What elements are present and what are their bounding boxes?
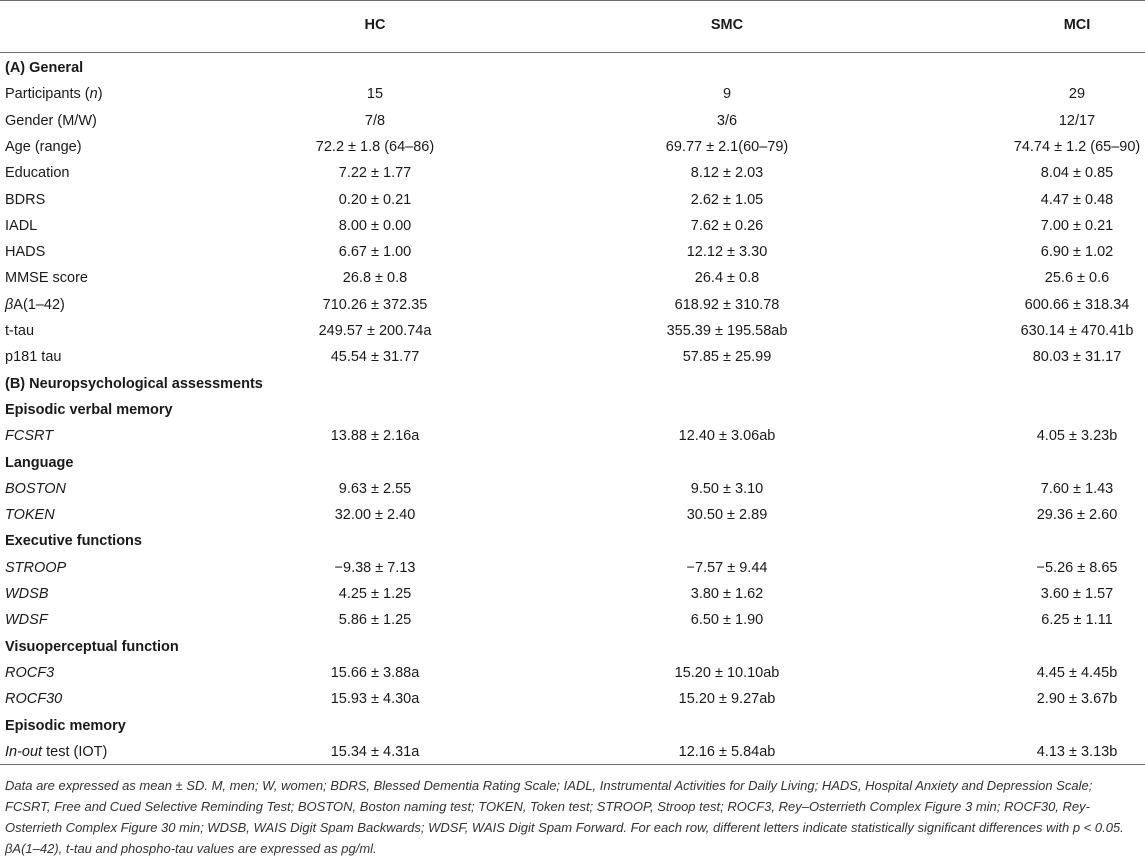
row-label-part: )	[97, 86, 103, 102]
cell-mci: 600.66 ± 318.34	[1024, 297, 1130, 313]
cell-smc: 12.40 ± 3.06ab	[678, 428, 776, 444]
header-rule	[0, 52, 1145, 53]
row-label	[5, 480, 66, 498]
row-label-part: WDSF	[5, 612, 48, 628]
row-label-part: n	[89, 86, 98, 102]
row-label	[5, 690, 62, 708]
cell-smc: 26.4 ± 0.8	[694, 270, 760, 286]
row-label	[5, 559, 66, 577]
cell-mci: 630.14 ± 470.41b	[1020, 323, 1134, 339]
cell-hc: 7.22 ± 1.77	[338, 165, 412, 181]
bottom-rule	[0, 764, 1145, 765]
row-label-part: A(1–42)	[13, 297, 65, 313]
row-label-part: BOSTON	[5, 481, 66, 497]
row-label	[5, 296, 65, 314]
cell-hc: 15	[366, 86, 384, 102]
section-label: Executive functions	[5, 533, 142, 549]
cell-smc: 3.80 ± 1.62	[690, 586, 764, 602]
cell-smc: −7.57 ± 9.44	[686, 560, 768, 576]
cell-smc: 6.50 ± 1.90	[690, 612, 764, 628]
cell-mci: 80.03 ± 31.17	[1032, 349, 1122, 365]
cell-hc: 45.54 ± 31.77	[330, 349, 420, 365]
row-label-part: FCSRT	[5, 428, 54, 444]
cell-hc: 0.20 ± 0.21	[338, 192, 412, 208]
row-label-part: β	[5, 297, 14, 313]
cell-smc: 355.39 ± 195.58ab	[666, 323, 788, 339]
row-label	[5, 611, 48, 629]
section-label: (B) Neuropsychological assessments	[5, 376, 263, 392]
cell-mci: −5.26 ± 8.65	[1036, 560, 1118, 576]
cell-hc: 72.2 ± 1.8 (64–86)	[315, 139, 435, 155]
cell-mci: 8.04 ± 0.85	[1040, 165, 1114, 181]
top-rule	[0, 0, 1145, 1]
row-label-part: STROOP	[5, 560, 67, 576]
cell-smc: 15.20 ± 10.10ab	[674, 665, 780, 681]
row-label: IADL	[5, 218, 38, 234]
row-label-part: ROCF30	[5, 691, 63, 707]
cell-mci: 4.13 ± 3.13b	[1036, 744, 1118, 760]
cell-hc: 15.66 ± 3.88a	[330, 665, 420, 681]
cell-hc: 249.57 ± 200.74a	[318, 323, 432, 339]
cell-hc: 6.67 ± 1.00	[338, 244, 412, 260]
cell-hc: 32.00 ± 2.40	[334, 507, 416, 523]
section-label: (A) General	[5, 60, 84, 76]
cell-mci: 6.25 ± 1.11	[1041, 612, 1113, 628]
cell-mci: 12/17	[1058, 113, 1096, 129]
cell-hc: 13.88 ± 2.16a	[330, 428, 420, 444]
row-label: Age (range)	[5, 139, 82, 155]
row-label: MMSE score	[5, 270, 88, 286]
cell-smc: 8.12 ± 2.03	[690, 165, 764, 181]
cell-smc: 12.16 ± 5.84ab	[678, 744, 776, 760]
row-label: Education	[5, 165, 70, 181]
cell-hc: −9.38 ± 7.13	[334, 560, 416, 576]
row-label: p181 tau	[5, 349, 62, 365]
row-label-part: ROCF3	[5, 665, 55, 681]
cell-hc: 8.00 ± 0.00	[338, 218, 412, 234]
cell-mci: 7.00 ± 0.21	[1040, 218, 1114, 234]
row-label	[5, 427, 53, 445]
row-label	[5, 743, 107, 761]
cell-smc: 30.50 ± 2.89	[686, 507, 768, 523]
table-footnote: Data are expressed as mean ± SD. M, men; W, women; BDRS, Blessed Dementia Rating Scale; IADL, Instrumental Activities for Daily Living; HADS, Hospital Anxiety and Depression Scale; FCSRT, Free and Cued Selective Reminding Test; BOSTON, Boston naming test; TOKEN, Token test; STROOP, Stroop test; ROCF3, Rey–Osterrieth Complex Figure 3 min; ROCF30, Rey-Osterrieth Complex Figure 30 min; WDSB, WAIS Digit Spam Backwards; WDSF, WAIS Digit Spam Forward. For each row, different letters indicate statistically significant differences with p < 0.05. βA(1–42), t-tau and phospho-tau values are expressed as pg/ml.	[5, 778, 1124, 856]
row-label-part: Participants (	[5, 86, 90, 102]
cell-smc: 57.85 ± 25.99	[682, 349, 772, 365]
section-label: Episodic verbal memory	[5, 402, 173, 418]
cell-mci: 4.45 ± 4.45b	[1036, 665, 1118, 681]
cell-hc: 710.26 ± 372.35	[322, 297, 428, 313]
row-label: t-tau	[5, 323, 35, 339]
cell-smc: 618.92 ± 310.78	[674, 297, 780, 313]
row-label-part: TOKEN	[5, 507, 55, 523]
cell-mci: 3.60 ± 1.57	[1040, 586, 1114, 602]
row-label-part: test (IOT)	[42, 744, 108, 760]
cell-hc: 15.34 ± 4.31a	[330, 744, 420, 760]
cell-mci: 7.60 ± 1.43	[1040, 481, 1114, 497]
cell-mci: 6.90 ± 1.02	[1040, 244, 1114, 260]
cell-mci: 74.74 ± 1.2 (65–90)	[1013, 139, 1141, 155]
cell-smc: 15.20 ± 9.27ab	[678, 691, 776, 707]
cell-mci: 29	[1068, 86, 1086, 102]
cell-hc: 4.25 ± 1.25	[338, 586, 412, 602]
cell-hc: 7/8	[364, 113, 386, 129]
row-label-part: In-out	[5, 744, 43, 760]
cell-smc: 2.62 ± 1.05	[690, 192, 764, 208]
cell-mci: 2.90 ± 3.67b	[1036, 691, 1118, 707]
cell-mci: 4.47 ± 0.48	[1040, 192, 1114, 208]
row-label: HADS	[5, 244, 46, 260]
row-label	[5, 506, 55, 524]
header-smc: SMC	[710, 17, 744, 33]
row-label	[5, 664, 54, 682]
cell-mci: 29.36 ± 2.60	[1036, 507, 1118, 523]
cell-smc: 9	[722, 86, 732, 102]
cell-mci: 4.05 ± 3.23b	[1036, 428, 1118, 444]
row-label: BDRS	[5, 192, 46, 208]
header-mci: MCI	[1063, 17, 1091, 33]
cell-smc: 7.62 ± 0.26	[690, 218, 764, 234]
cell-mci: 25.6 ± 0.6	[1044, 270, 1110, 286]
row-label	[5, 85, 103, 103]
cell-smc: 69.77 ± 2.1(60–79)	[665, 139, 789, 155]
cell-hc: 26.8 ± 0.8	[342, 270, 408, 286]
cell-hc: 9.63 ± 2.55	[338, 481, 412, 497]
section-label: Episodic memory	[5, 718, 126, 734]
cell-hc: 15.93 ± 4.30a	[330, 691, 420, 707]
header-hc: HC	[364, 17, 386, 33]
section-label: Language	[5, 455, 74, 471]
cell-smc: 12.12 ± 3.30	[686, 244, 768, 260]
row-label	[5, 585, 49, 603]
cell-hc: 5.86 ± 1.25	[338, 612, 412, 628]
row-label-part: WDSB	[5, 586, 49, 602]
section-label: Visuoperceptual function	[5, 639, 179, 655]
cell-smc: 3/6	[716, 113, 738, 129]
row-label: Gender (M/W)	[5, 113, 97, 129]
cell-smc: 9.50 ± 3.10	[690, 481, 764, 497]
